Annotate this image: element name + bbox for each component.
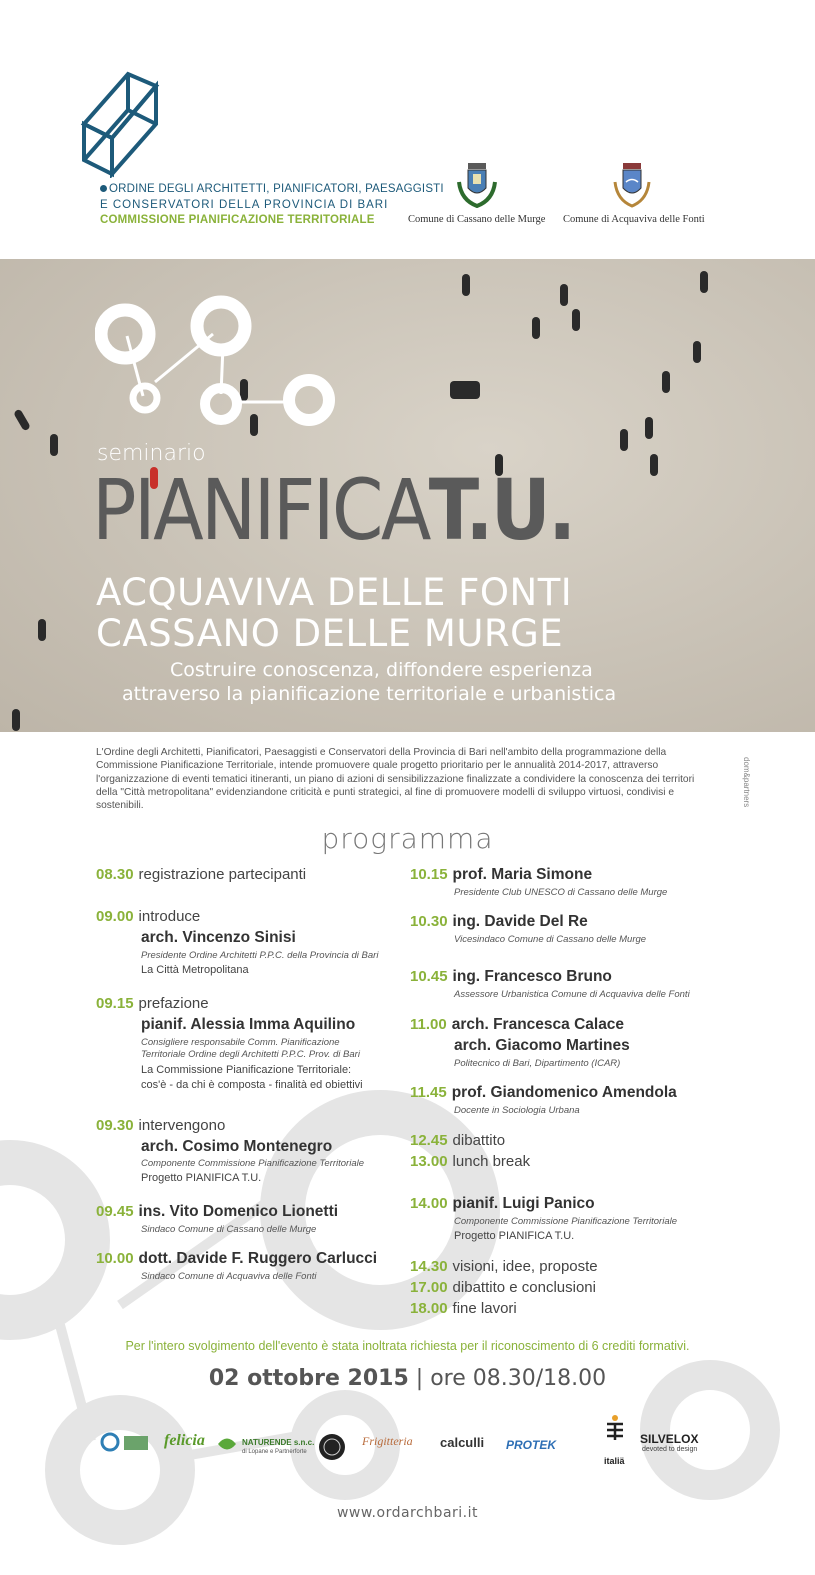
separator: | — [415, 1366, 424, 1391]
person-silhouette — [38, 619, 46, 641]
intro-paragraph: L'Ordine degli Architetti, Pianificatori, Paesaggisti e Conservatori della Provincia di Bari nell'ambito della programmazione della Commissione Pianificazione Territoriale, intende promuovere quale progetto prioritario per le annualità 2014-2017, attraverso l'organizzazione di eventi tematici itineranti, un piano di azioni di sensibilizzazione finalizzate a condividere la conoscenza dei territori della "Città metropolitana" evidenziandone criticità e punti strategici, al fine di promuovere modelli di sviluppo virtuosi, condivisi e sostenibili. — [96, 747, 695, 812]
program-time: 08.30 — [96, 866, 134, 883]
program-item — [410, 1084, 677, 1102]
sponsor-silvelox: SILVELOX — [640, 1432, 699, 1446]
speaker-name: pianif. Luigi Panico — [452, 1195, 595, 1212]
program-time: 09.30 — [96, 1117, 134, 1134]
title-tu: T.U. — [428, 461, 574, 559]
person-silhouette — [13, 408, 31, 431]
talk-topic: La Città Metropolitana — [141, 964, 249, 976]
speaker-name: arch. Francesca Calace — [451, 1016, 625, 1033]
hours-text: ore 08.30/18.00 — [430, 1366, 607, 1391]
program-item — [96, 866, 306, 884]
person-silhouette — [450, 381, 480, 399]
program-time: 11.00 — [410, 1016, 447, 1033]
location-line2: CASSANO DELLE MURGE — [96, 612, 564, 655]
speaker-role: Politecnico di Bari, Dipartimento (ICAR) — [454, 1058, 621, 1069]
order-logo-icon — [80, 66, 160, 178]
cassano-coat-of-arms-icon — [455, 160, 499, 208]
program-item — [410, 913, 588, 931]
program-item — [410, 1153, 530, 1171]
location-line1: ACQUAVIVA DELLE FONTI — [96, 571, 573, 614]
sponsor-calculli: calculli — [440, 1435, 485, 1450]
program-time: 14.30 — [410, 1258, 448, 1275]
program-time: 12.45 — [410, 1132, 448, 1149]
person-silhouette — [650, 454, 658, 476]
speaker-role: Componente Commissione Pianificazione Territoriale — [141, 1158, 365, 1169]
org-name-text: ORDINE DEGLI ARCHITETTI, PIANIFICATORI, PAESAGGISTI — [109, 183, 444, 195]
program-activity: visioni, idee, proposte — [452, 1258, 598, 1275]
speaker-name: prof. Giandomenico Amendola — [451, 1084, 677, 1101]
program-activity: lunch break — [452, 1153, 531, 1170]
naturende-logo-icon — [216, 1433, 238, 1455]
program-item — [410, 1195, 595, 1213]
sponsor-round-logo-icon — [318, 1433, 346, 1461]
bg-circle — [0, 1140, 110, 1340]
person-silhouette — [645, 417, 653, 439]
program-time: 14.00 — [410, 1195, 448, 1212]
sponsor-silvelox-sub: devoted to design — [642, 1446, 698, 1453]
program-item — [96, 1203, 338, 1221]
talk-topic: Progetto PIANIFICA T.U. — [454, 1230, 575, 1242]
sponsor-felicia: felicia — [164, 1432, 205, 1449]
person-silhouette — [532, 317, 540, 339]
program-item — [410, 866, 592, 884]
program-time: 10.15 — [410, 866, 448, 883]
program-activity: fine lavori — [452, 1300, 517, 1317]
sponsor-naturende-sub: di Lopane e Partnerforte — [242, 1449, 307, 1455]
acquaviva-coat-of-arms-icon — [612, 160, 652, 208]
program-item — [96, 1250, 377, 1268]
program-activity: intervengono — [138, 1117, 226, 1134]
speaker-role: Componente Commissione Pianificazione Territoriale — [454, 1216, 678, 1227]
unesco-club-logo-icon — [100, 1430, 152, 1460]
credits-note: Per l'intero svolgimento dell'evento è stata inoltrata richiesta per il riconoscimento di 6 crediti formativi. — [125, 1339, 690, 1353]
speaker-name: arch. Giacomo Martines — [454, 1037, 630, 1054]
program-activity: registrazione partecipanti — [138, 866, 307, 883]
speaker-role: Assessore Urbanistica Comune di Acquaviva delle Fonti — [454, 989, 690, 1000]
person-silhouette — [572, 309, 580, 331]
program-item — [410, 1016, 624, 1034]
speaker-name: ins. Vito Domenico Lionetti — [138, 1203, 339, 1220]
title-main: PIANIFICA — [92, 461, 429, 559]
program-time: 09.45 — [96, 1203, 134, 1220]
program-item — [410, 1132, 505, 1150]
sponsor-frigitteria: Frigitteria — [362, 1434, 413, 1448]
event-date — [0, 1366, 815, 1391]
comune-cassano-label: Comune di Cassano delle Murge — [408, 214, 546, 225]
bg-circle — [45, 1395, 195, 1545]
program-activity: introduce — [138, 908, 201, 925]
dot-icon — [100, 185, 107, 192]
person-silhouette — [700, 271, 708, 293]
event-title — [92, 461, 574, 559]
program-time: 10.00 — [96, 1250, 134, 1267]
talk-topic: cos'è - da chi è composta - finalità ed obiettivi — [141, 1079, 363, 1091]
speaker-role: Territoriale Ordine degli Architetti P.P.C. Prov. di Bari — [141, 1049, 360, 1060]
subtitle-line2: attraverso la pianificazione territoriale e urbanistica — [122, 683, 617, 705]
sponsor-protek: PROTEK — [506, 1438, 557, 1452]
speaker-name: dott. Davide F. Ruggero Carlucci — [138, 1250, 378, 1267]
speaker-role: Consigliere responsabile Comm. Pianificazione — [141, 1037, 340, 1048]
person-silhouette — [693, 341, 701, 363]
subtitle-line1: Costruire conoscenza, diffondere esperienza — [170, 659, 593, 681]
talk-topic: La Commissione Pianificazione Territoriale: — [141, 1064, 352, 1076]
speaker-role: Sindaco Comune di Acquaviva delle Fonti — [141, 1271, 317, 1282]
program-item — [96, 908, 200, 926]
person-silhouette — [50, 434, 58, 456]
program-time: 10.30 — [410, 913, 448, 930]
sponsor-italia: italiä — [604, 1456, 625, 1466]
speaker-name: arch. Cosimo Montenegro — [141, 1138, 333, 1155]
programma-title: programma — [321, 822, 494, 855]
speaker-name: arch. Vincenzo Sinisi — [141, 929, 296, 946]
commission-name: COMMISSIONE PIANIFICAZIONE TERRITORIALE — [100, 214, 375, 226]
program-item — [96, 995, 209, 1013]
program-time: 11.45 — [410, 1084, 447, 1101]
seminario-label: seminario — [97, 441, 206, 466]
person-silhouette — [462, 274, 470, 296]
speaker-name: ing. Francesco Bruno — [452, 968, 612, 985]
program-item — [410, 1300, 517, 1318]
program-time: 17.00 — [410, 1279, 448, 1296]
speaker-role: Docente in Sociologia Urbana — [454, 1105, 580, 1116]
speaker-name: prof. Maria Simone — [452, 866, 593, 883]
program-item — [410, 1258, 598, 1276]
hero-banner — [0, 259, 815, 732]
speaker-role: Presidente Ordine Architetti P.P.C. della Provincia di Bari — [141, 950, 379, 961]
date-text: 02 ottobre 2015 — [208, 1366, 409, 1391]
talk-topic: Progetto PIANIFICA T.U. — [141, 1172, 262, 1184]
person-silhouette — [560, 284, 568, 306]
network-circles-icon — [95, 294, 340, 434]
sponsor-naturende: NATURENDE s.n.c. — [242, 1438, 315, 1447]
speaker-name: pianif. Alessia Imma Aquilino — [141, 1016, 356, 1033]
program-time: 18.00 — [410, 1300, 448, 1317]
designer-credit: dom&partners — [742, 757, 751, 808]
speaker-name: ing. Davide Del Re — [452, 913, 588, 930]
program-time: 10.45 — [410, 968, 448, 985]
speaker-role: Vicesindaco Comune di Cassano delle Murge — [454, 934, 647, 945]
speaker-role: Presidente Club UNESCO di Cassano delle Murge — [454, 887, 668, 898]
program-item — [410, 968, 612, 986]
speaker-role: Sindaco Comune di Cassano delle Murge — [141, 1224, 317, 1235]
person-silhouette — [662, 371, 670, 393]
org-name-line2: E CONSERVATORI DELLA PROVINCIA DI BARI — [100, 199, 389, 211]
program-activity: dibattito — [452, 1132, 506, 1149]
program-time: 13.00 — [410, 1153, 448, 1170]
program-time: 09.15 — [96, 995, 134, 1012]
website-link[interactable]: www.ordarchbari.it — [336, 1505, 478, 1521]
ehi-logo-icon — [604, 1414, 626, 1442]
person-silhouette — [12, 709, 20, 731]
comune-acquaviva-label: Comune di Acquaviva delle Fonti — [563, 214, 705, 225]
program-activity: prefazione — [138, 995, 209, 1012]
program-activity: dibattito e conclusioni — [452, 1279, 596, 1296]
program-time: 09.00 — [96, 908, 134, 925]
program-item — [410, 1279, 596, 1297]
person-silhouette — [620, 429, 628, 451]
program-item — [96, 1117, 225, 1135]
org-name-line1 — [100, 183, 444, 195]
